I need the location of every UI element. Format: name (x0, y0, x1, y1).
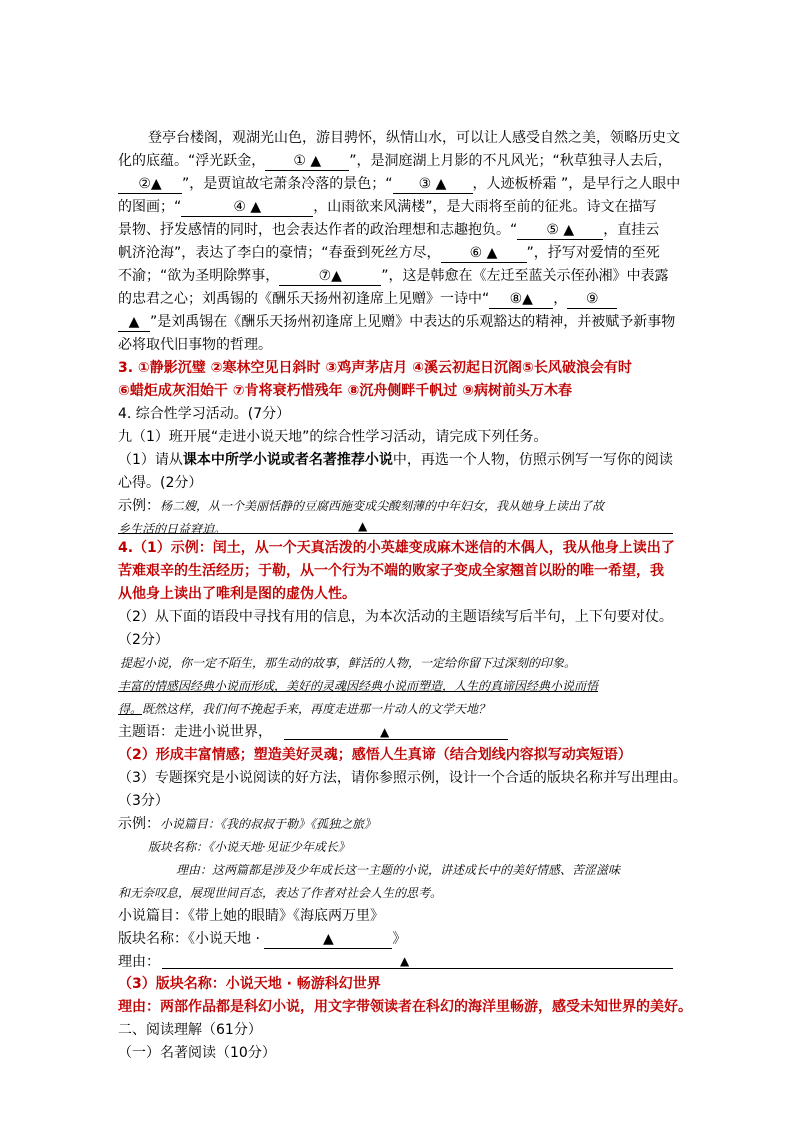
q4-works: 小说篇目：《带上她的眼睛》《海底两万里》 (118, 908, 384, 924)
q4-passage-line-1: 提起小说，你一定不陌生，那生动的故事，鲜活的人物，一定给你留下过深刻的印象。 (120, 656, 577, 670)
section-2-title: 二、阅读理解（61分） (118, 1022, 262, 1038)
q4-sub1: （1）请从课本中所学小说或者名著推荐小说中，再选一个人物，仿照示例写一写你的阅读 (118, 452, 673, 468)
answer-4-3-line-2: 理由：两部作品都是科幻小说，用文字带领读者在科幻的海洋里畅游，感受未知世界的美好。 (118, 999, 692, 1015)
q4-intro: 九（1）班开展“走进小说天地”的综合性学习活动，请完成下列任务。 (118, 429, 548, 445)
blank-7[interactable]: ⑦▲ (279, 267, 381, 286)
q4-example-cont: 乡生活的日益窘迫。 (118, 522, 227, 536)
q4-passage-line-3: 得。既然这样，我们何不挽起手来，再度走进那一片动人的文学天地？ (118, 702, 491, 716)
blank-6[interactable]: ⑥ ▲ (441, 244, 527, 263)
q4-sub2: （2）从下面的语段中寻找有用的信息，为本次活动的主题语续写后半句，上下句要对仗。 (118, 609, 673, 625)
q4-reason: 理由： (118, 954, 160, 970)
blank-8[interactable]: ⑧▲ (489, 290, 553, 309)
answer-3-line-1: 3. ①静影沉璧 ②寒林空见日斜时 ③鸡声茅店月 ④溪云初起日沉阁⑤长风破浪会有时 (118, 360, 632, 376)
q4-example-3-block: 版块名称：《小说天地·见证少年成长》 (148, 840, 350, 854)
q4-theme: 主题语：走进小说世界， (118, 724, 272, 740)
q4-example: 示例：杨二嫂，从一个美丽恬静的豆腐西施变成尖酸刻薄的中年妇女，我从她身上读出了故 (118, 498, 605, 514)
blank-2[interactable]: ②▲ (118, 175, 182, 194)
answer-marker-1: ▲ (358, 519, 368, 533)
poem-line-7: 不渝；“欲为圣明除弊事， ⑦▲ ”，这是韩愈在《左迁至蓝关示侄孙湘》中表露 (118, 268, 669, 284)
reason-answer-line[interactable] (162, 968, 673, 969)
q4-title: 4. 综合性学习活动。(7分） (118, 406, 291, 422)
answer-4-1-line-3: 从他身上读出了唯利是图的虚伪人性。 (118, 586, 356, 602)
q4-sub2-cont: （2分） (118, 632, 169, 648)
blank-1[interactable]: ① ▲ (265, 152, 349, 171)
answer-4-1-line-1: 4.（1）示例：闰土，从一个天真活泼的小英雄变成麻木迷信的木偶人，我从他身上读出了 (118, 540, 675, 556)
poem-line-4: 的图画；“ ④ ▲ ，山雨欲来风满楼”，是大雨将至前的征兆。诗文在描写 (118, 199, 657, 215)
q4-passage-line-2: 丰富的情感因经典小说而形成，美好的灵魂因经典小说而塑造，人生的真谛因经典小说而悟 (118, 679, 599, 693)
answer-4-1-line-2: 苦难艰辛的生活经历；于勒，从一个行为不端的败家子变成全家翘首以盼的唯一希望，我 (118, 563, 664, 579)
answer-marker-3: ▲ (400, 954, 410, 968)
poem-line-6: 帆济沧海”，表达了李白的豪情；“春蚕到死丝方尽， ⑥ ▲ ”，抒写对爱情的至死 (118, 245, 660, 261)
poem-line-3: ②▲ ”，是贾谊故宅萧条冷落的景色；“ ③ ▲ ，人迹板桥霜 ”，是早行之人眼中 (118, 173, 680, 195)
q4-block-name: 版块名称：《小说天地 · ▲ 》 (118, 931, 407, 947)
q4-sub3: （3）专题探究是小说阅读的好方法，请你参照示例，设计一个合适的版块名称并写出理由。 (118, 770, 687, 786)
q4-sub3-cont: （3分） (118, 793, 169, 809)
blank-9[interactable]: ⑨ (567, 290, 617, 309)
answer-4-3-line-1: （3）版块名称：小说天地 · 畅游科幻世界 (118, 976, 381, 992)
q4-example-3-reason: 理由：这两篇都是涉及少年成长这一主题的小说，讲述成长中的美好情感、苦涩滋味 (176, 863, 621, 877)
blank-5[interactable]: ⑤ ▲ (517, 221, 603, 240)
answer-4-2: （2）形成丰富情感；塑造美好灵魂；感悟人生真谛（结合划线内容拟写动宾短语） (118, 747, 632, 763)
blank-9-tail[interactable]: ▲ (118, 313, 150, 332)
section-2-sub: （一）名著阅读（10分） (118, 1045, 276, 1061)
q4-example-3-reason-cont: 和无奈叹息，展现世间百态，表达了作者对社会人生的思考。 (118, 886, 443, 900)
blank-4[interactable]: ④ ▲ (181, 198, 313, 217)
poem-line-8: 的忠君之心；刘禹锡的《酬乐天扬州初逢席上见赠》一诗中“ ⑧▲ ， ⑨ (118, 288, 617, 310)
block-name-blank[interactable]: ▲ (264, 930, 392, 949)
poem-line-9: ▲ ”是刘禹锡在《酬乐天扬州初逢席上见赠》中表达的乐观豁达的精神，并被赋予新事物 (118, 311, 675, 333)
answer-3-line-2: ⑥蜡炬成灰泪始干 ⑦肯将衰朽惜残年 ⑧沉舟侧畔千帆过 ⑨病树前头万木春 (118, 383, 573, 399)
answer-line-1[interactable] (118, 533, 673, 534)
blank-3[interactable]: ③ ▲ (393, 175, 473, 194)
poem-line-1: 登亭台楼阁，观湖光山色，游目骋怀，纵情山水，可以让人感受自然之美，领略历史文 (148, 130, 680, 146)
poem-line-5: 景物、抒发感情的同时，也会表达作者的政治理想和志趣抱负。“ ⑤ ▲ ，直挂云 (118, 222, 660, 238)
poem-line-2: 化的底蕴。“浮光跃金， ① ▲ ”，是洞庭湖上月影的不凡风光；“秋草独寻人去后， (118, 153, 672, 169)
answer-marker-2: ▲ (380, 725, 390, 739)
poem-line-10: 必将取代旧事物的哲理。 (118, 337, 272, 353)
q4-sub1-cont: 心得。(2分） (118, 475, 203, 491)
q4-example-3: 示例：小说篇目：《我的叔叔于勒》《孤独之旅》 (118, 816, 377, 832)
theme-answer-line[interactable] (284, 739, 508, 740)
